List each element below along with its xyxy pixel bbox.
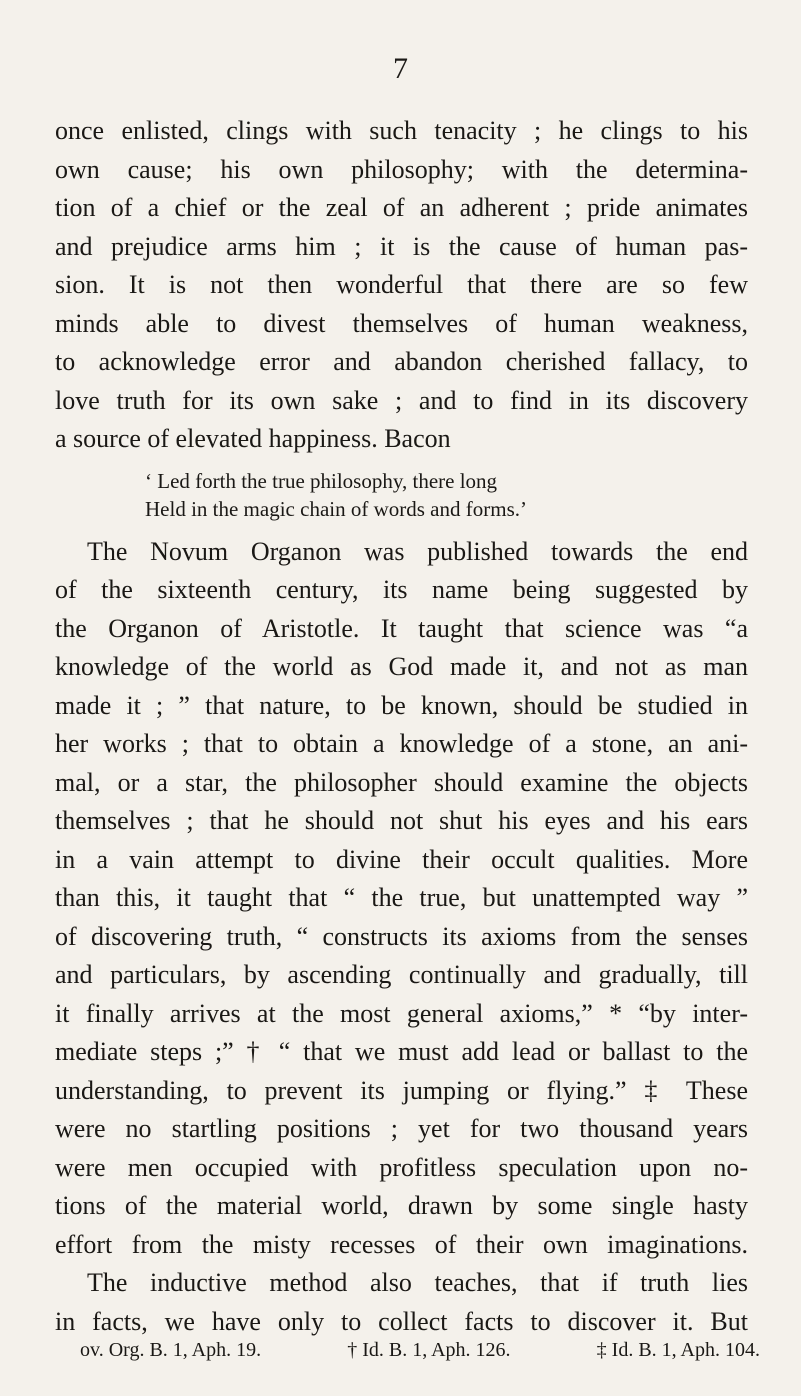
text-line: it finally arrives at the most general axioms,” * “by inter-: [55, 998, 748, 1028]
text-line: once enlisted, clings with such tenacity ; he clings to his: [55, 116, 748, 145]
text-line: tion of a chief or the zeal of an adherent ; pride animates: [55, 193, 748, 222]
text-line: The Novum Organon was published towards the end: [87, 536, 748, 566]
page-number: 7: [393, 52, 408, 85]
text-line: mediate steps ;” † “ that we must add lead or ballast to the: [55, 1037, 748, 1066]
paragraph-2: [55, 533, 748, 1342]
text-line: themselves ; that he should not shut his eyes and his ears: [55, 806, 748, 835]
footnotes: [80, 1339, 760, 1362]
text-line: were men occupied with profitless speculation upon no-: [55, 1152, 748, 1182]
paragraph-1: [55, 112, 748, 459]
text-line: than this, it taught that “ the true, but unattempted way ”: [55, 883, 748, 912]
text-line: made it ; ” that nature, to be known, should be studied in: [55, 690, 748, 720]
body-text: [55, 112, 748, 1341]
text-line: the Organon of Aristotle. It taught that science was “a: [55, 613, 748, 643]
text-line: tions of the material world, drawn by some single hasty: [55, 1191, 748, 1220]
verse-quote: [55, 467, 748, 523]
text-line: The inductive method also teaches, that if truth lies: [87, 1268, 748, 1297]
text-line: to acknowledge error and abandon cherished fallacy, to: [55, 347, 748, 376]
text-line: mal, or a star, the philosopher should examine the objects: [55, 767, 748, 797]
text-line: sion. It is not then wonderful that there are so few: [55, 270, 748, 299]
text-line: in a vain attempt to divine their occult qualities. More: [55, 844, 748, 874]
text-line: and particulars, by ascending continually and gradually, till: [55, 960, 748, 989]
text-line: of the sixteenth century, its name being suggested by: [55, 575, 748, 604]
text-line: her works ; that to obtain a knowledge of a stone, an ani-: [55, 729, 748, 758]
text-line: minds able to divest themselves of human weakness,: [55, 308, 748, 338]
text-line: effort from the misty recesses of their own imaginations.: [55, 1229, 748, 1259]
footnote-1: ov. Org. B. 1, Aph. 19.: [80, 1339, 262, 1361]
text-line: love truth for its own sake ; and to find in its discovery: [55, 385, 748, 415]
text-line: were no startling positions ; yet for two thousand years: [55, 1114, 748, 1143]
text-line: a source of elevated happiness. Bacon: [55, 424, 451, 453]
text-line: in facts, we have only to collect facts to discover it. But: [55, 1306, 748, 1336]
text-line: of discovering truth, “ constructs its axioms from the senses: [55, 921, 748, 951]
quote-line: Held in the magic chain of words and forms.’: [145, 496, 527, 521]
quote-line: ‘ Led forth the true philosophy, there long: [145, 468, 498, 493]
footnote-2: † Id. B. 1, Aph. 126.: [347, 1339, 511, 1361]
text-line: understanding, to prevent its jumping or flying.” ‡ These: [55, 1075, 748, 1105]
footnote-3: ‡ Id. B. 1, Aph. 104.: [596, 1339, 760, 1361]
text-line: and prejudice arms him ; it is the cause of human pas-: [55, 231, 748, 261]
text-line: own cause; his own philosophy; with the determina-: [55, 154, 748, 184]
text-line: knowledge of the world as God made it, and not as man: [55, 652, 748, 681]
